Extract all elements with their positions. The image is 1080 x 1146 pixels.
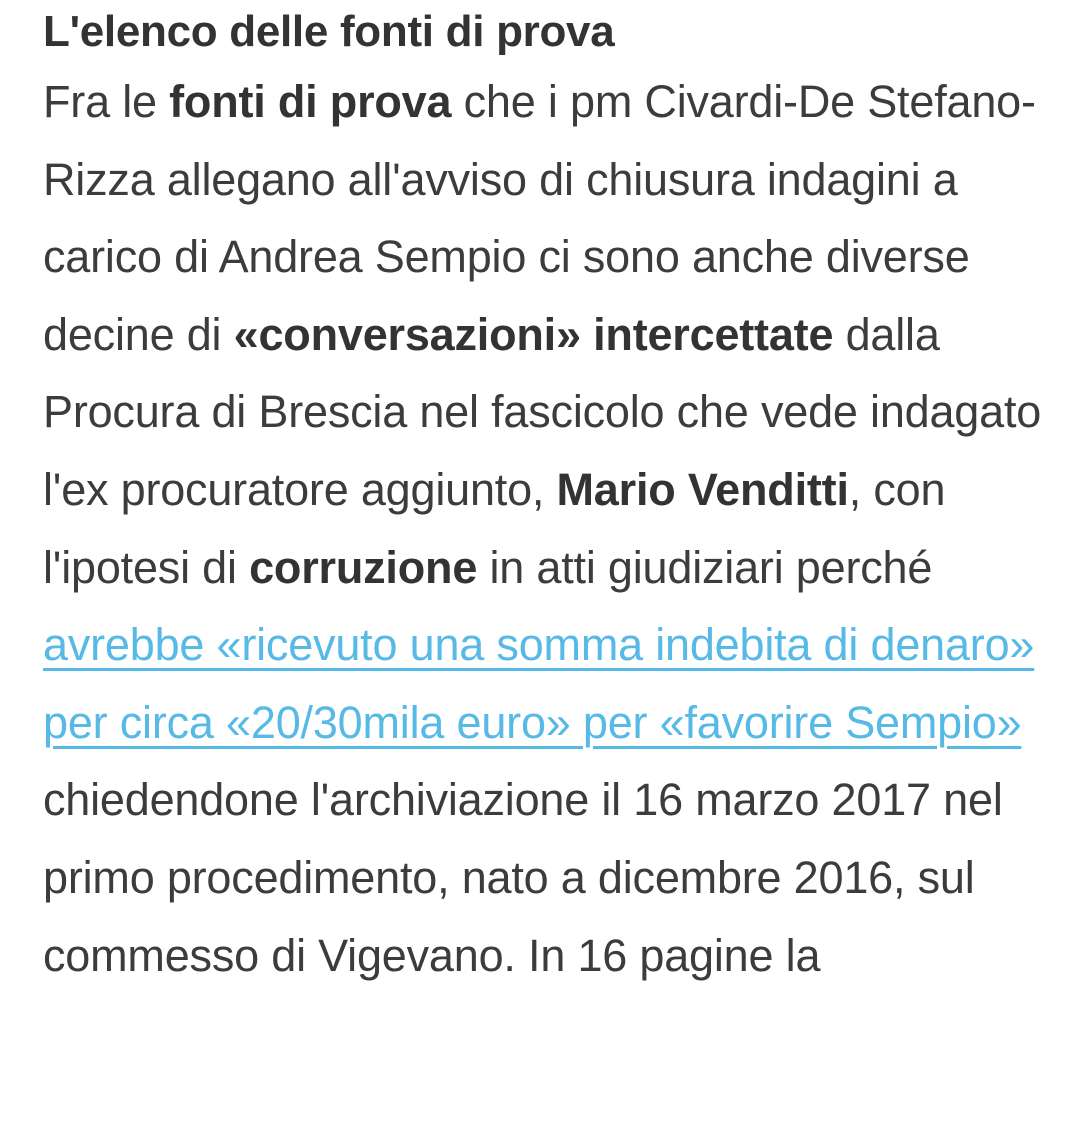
paragraph-text: chiedendone l'archiviazione il 16 marzo 2017 nel primo procedimento, nato a dicembre 2016, sul commesso di Vigevano. In 16 pagine la: [43, 774, 1003, 981]
paragraph-text: Fra le: [43, 76, 170, 127]
article-paragraph: [43, 63, 1043, 994]
paragraph-text: , con l'ipotesi di: [43, 463, 946, 593]
section-heading: L'elenco delle fonti di prova: [43, 7, 615, 56]
paragraph-text: dalla Procura di Brescia nel fascicolo che vede indagato l'ex procuratore aggiunto,: [43, 308, 1042, 515]
bold-conversazioni-intercettate: «conversazioni» intercettate: [233, 308, 834, 360]
paragraph-text: in atti giudiziari perché: [477, 541, 933, 593]
bold-fonti-di-prova: fonti di prova: [169, 76, 452, 127]
inline-article-link[interactable]: avrebbe «ricevuto una somma indebita di denaro» per circa «20/30mila euro» per «favorire Sempio»: [43, 619, 1035, 748]
bold-corruzione: corruzione: [249, 541, 478, 593]
paragraph-text: che i pm Civardi-De Stefano-Rizza allegano all'avviso di chiusura indagini a carico di Andrea Sempio ci sono anche diverse decine di: [43, 76, 1036, 360]
article-body: [43, 4, 1043, 994]
bold-mario-venditti: Mario Venditti: [556, 463, 849, 515]
